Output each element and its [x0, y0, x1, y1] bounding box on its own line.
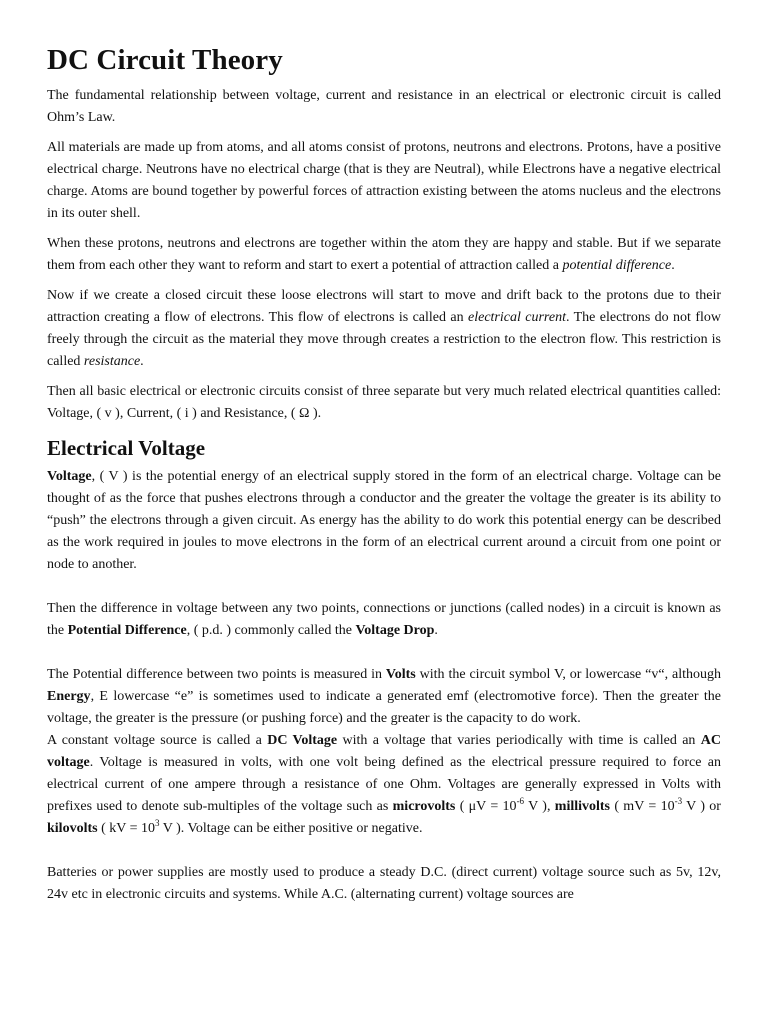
text-segment: A constant voltage source is called a: [47, 733, 268, 748]
bold-voltage-drop: Voltage Drop: [355, 623, 435, 638]
bold-volts: Volts: [385, 667, 416, 682]
text-segment: , E lowercase “e” is sometimes used to indicate a generated emf (electromotive force). Then the greater the voltage, the greater is the pressure (or pushing force) and the greater is the capacity to do work.: [47, 689, 721, 726]
emphasis-resistance: resistance: [83, 354, 141, 369]
bold-voltage: Voltage: [47, 469, 92, 484]
text-segment: V ) or: [682, 799, 721, 814]
text-segment: Now if we create a closed circuit these loose electrons will start to move and drift back to the protons due to their attraction creating a flow of electrons. This flow of electrons is called an: [47, 288, 721, 325]
paragraph-dc-ac-voltage: [47, 730, 721, 840]
text-segment: ( mV = 10: [610, 799, 675, 814]
bold-potential-difference: Potential Difference: [67, 623, 187, 638]
text-segment: Then the difference in voltage between any two points, connections or junctions (called nodes) in a circuit is known as the: [47, 601, 721, 638]
bold-ac-voltage: AC voltage: [47, 733, 721, 770]
section-heading-electrical-voltage: Electrical Voltage: [47, 436, 206, 460]
paragraph-quantities: Then all basic electrical or electronic circuits consist of three separate but very much related electrical quantities called: Voltage, ( v ), Current, ( i ) and Resistance, ( Ω ).: [47, 384, 721, 421]
text-segment: with a voltage that varies periodically with time is called an: [337, 733, 701, 748]
text-segment: .: [671, 258, 675, 273]
text-segment: . Voltage is measured in volts, with one volt being defined as the electrical pressure required to force an electrical current of one ampere through a resistance of one Ohm. Voltages are generally expressed in Volts with prefixes used to denote sub-multiples of the voltage such as: [47, 755, 721, 814]
text-segment: The Potential difference between two points is measured in: [47, 667, 386, 682]
text-segment: ( μV = 10: [455, 799, 517, 814]
bold-microvolts: microvolts: [392, 799, 456, 814]
text-segment: V ),: [524, 799, 555, 814]
text-segment: , ( V ) is the potential energy of an electrical supply stored in the form of an electrical charge. Voltage can be thought of as the force that pushes electrons through a conductor and the greater the voltage the greater is its ability to “push” the electrons through a given circuit. As energy has the ability to do work this potential energy can be described as the work required in joules to move electrons in the form of an electrical current around a circuit from one point or node to another.: [47, 469, 721, 572]
emphasis-potential-difference: potential difference: [562, 258, 672, 273]
text-segment: When these protons, neutrons and electrons are together within the atom they are happy and stable. But if we separate them from each other they want to reform and start to exert a potential of attraction called a: [47, 236, 721, 273]
text-segment: , ( p.d. ) commonly called the: [186, 623, 356, 638]
paragraph-current-resistance: [47, 285, 721, 373]
superscript-exponent: -6: [516, 796, 525, 806]
bold-millivolts: millivolts: [554, 799, 611, 814]
paragraph-voltage-drop: [47, 598, 721, 642]
superscript-exponent: -3: [674, 796, 683, 806]
paragraph-ohms-law: The fundamental relationship between voltage, current and resistance in an electrical or electronic circuit is called Ohm’s Law.: [47, 88, 721, 125]
paragraph-batteries: Batteries or power supplies are mostly used to produce a steady D.C. (direct current) voltage source such as 5v, 12v, 24v etc in electronic circuits and systems. While A.C. (alternating current) voltage sources are: [47, 865, 721, 902]
bold-dc-voltage: DC Voltage: [267, 733, 338, 748]
superscript-exponent: 3: [155, 818, 160, 828]
text-segment: with the circuit symbol V, or lowercase “v“, although: [415, 667, 721, 682]
text-segment: V ). Voltage can be either positive or negative.: [159, 821, 423, 836]
page-title: DC Circuit Theory: [47, 44, 283, 76]
paragraph-atoms: All materials are made up from atoms, and all atoms consist of protons, neutrons and electrons. Protons, have a positive electrical charge. Neutrons have no electrical charge (that is they are Neutral), while Electrons have a negative electrical charge. Atoms are bound together by powerful forces of attraction existing between the atoms nucleus and the electrons in its outer shell.: [47, 140, 721, 221]
emphasis-electrical-current: electrical current: [468, 310, 566, 325]
paragraph-potential-difference: [47, 233, 721, 277]
paragraph-voltage-definition: [47, 466, 721, 576]
document-page: [47, 40, 721, 906]
text-segment: ( kV = 10: [97, 821, 155, 836]
text-segment: .: [140, 354, 144, 369]
bold-energy: Energy: [47, 689, 91, 704]
paragraph-volts: [47, 664, 721, 730]
text-segment: . The electrons do not flow freely through the circuit as the material they move through creates a restriction to the electron flow. This restriction is called: [47, 310, 721, 369]
bold-kilovolts: kilovolts: [47, 821, 98, 836]
text-segment: .: [434, 623, 438, 638]
